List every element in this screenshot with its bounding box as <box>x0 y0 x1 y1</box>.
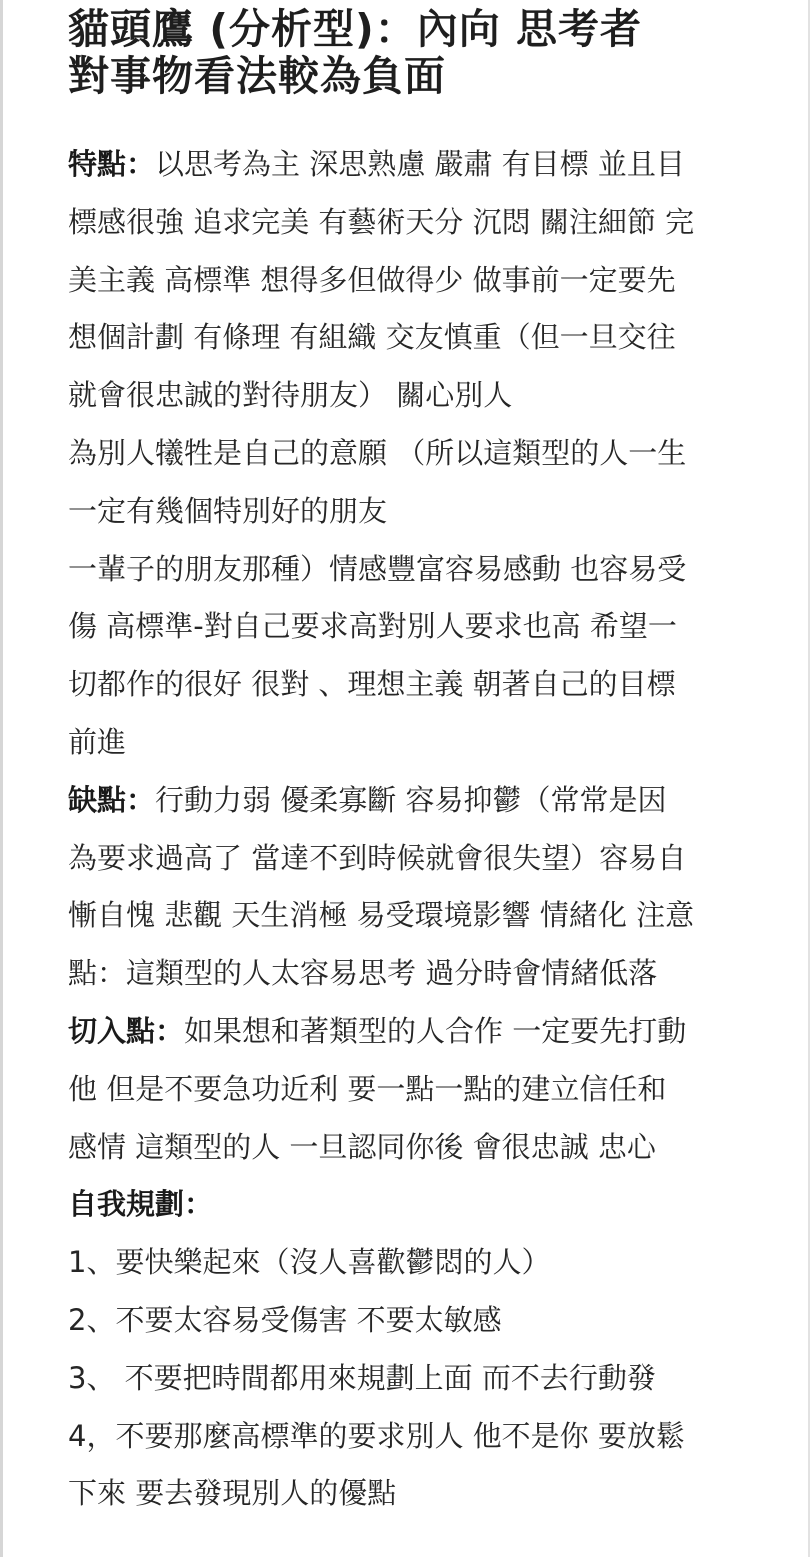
section-label-entry-point: 切入點： <box>68 1013 185 1048</box>
line-text: 感情 這類型的人 一旦認同你後 會很忠誠 忠心 <box>68 1129 656 1164</box>
text-line <box>68 1003 758 1061</box>
text-line <box>68 656 758 714</box>
text-line <box>68 252 758 310</box>
line-text: 慚自愧 悲觀 天生消極 易受環境影響 情緒化 注意 <box>68 898 695 933</box>
text-line <box>68 1176 758 1234</box>
left-border <box>0 0 3 1557</box>
list-item-text: 1、要快樂起來（沒人喜歡鬱悶的人） <box>68 1245 551 1280</box>
body-text <box>68 136 758 1523</box>
text-line <box>68 483 758 541</box>
text-line <box>68 830 758 888</box>
line-text: 美主義 高標準 想得多但做得少 做事前一定要先 <box>68 262 676 297</box>
text-line <box>68 136 758 194</box>
title-line-2: 對事物看法較為負面 <box>68 52 446 100</box>
list-item <box>68 1408 758 1466</box>
line-text: 標感很強 追求完美 有藝術天分 沉悶 關注細節 完 <box>68 204 695 239</box>
document-page <box>68 6 758 1523</box>
line-text: 為別人犧牲是自己的意願 （所以這類型的人一生 <box>68 435 687 470</box>
line-text: 以思考為主 深思熟慮 嚴肅 有目標 並且目 <box>155 147 685 181</box>
text-line <box>68 945 758 1003</box>
section-label-weaknesses: 缺點： <box>68 782 156 817</box>
text-line <box>68 309 758 367</box>
line-text: 如果想和著類型的人合作 一定要先打動 <box>184 1013 687 1048</box>
list-item <box>68 1292 758 1350</box>
line-text: 切都作的很好 很對 、理想主義 朝著自己的目標 <box>68 667 676 702</box>
line-text: 就會很忠誠的對待朋友） 關心別人 <box>68 378 513 413</box>
list-item-text: 2、不要太容易受傷害 不要太敏感 <box>68 1302 502 1337</box>
line-text: 為要求過高了 當達不到時候就會很失望）容易自 <box>68 840 687 875</box>
text-line <box>68 194 758 252</box>
text-line <box>68 1061 758 1119</box>
line-text: 一輩子的朋友那種）情感豐富容易感動 也容易受 <box>68 551 687 586</box>
text-line <box>68 598 758 656</box>
text-line <box>68 541 758 599</box>
line-text: 下來 要去發現別人的優點 <box>68 1476 397 1511</box>
line-text: 傷 高標準-對自己要求高對別人要求也高 希望一 <box>68 609 677 644</box>
list-item-text: 4，不要那麼高標準的要求別人 他不是你 要放鬆 <box>68 1418 685 1453</box>
text-line <box>68 887 758 945</box>
text-line <box>68 714 758 772</box>
page-title <box>68 6 758 100</box>
line-text: 前進 <box>68 724 127 759</box>
line-text: 想個計劃 有條理 有組織 交友慎重（但一旦交往 <box>68 320 676 355</box>
line-text: 行動力弱 優柔寡斷 容易抑鬱（常常是因 <box>155 782 667 817</box>
text-line <box>68 1119 758 1177</box>
text-line <box>68 772 758 830</box>
title-line-1: 貓頭鷹 (分析型)：內向 思考者 <box>68 5 643 53</box>
line-text: 他 但是不要急功近利 要一點一點的建立信任和 <box>68 1071 667 1106</box>
text-line <box>68 1465 758 1523</box>
list-item <box>68 1234 758 1292</box>
text-line <box>68 367 758 425</box>
section-label-self-planning: 自我規劃： <box>68 1187 214 1222</box>
section-label-features: 特點： <box>68 147 156 181</box>
text-line <box>68 425 758 483</box>
list-item <box>68 1350 758 1408</box>
line-text: 一定有幾個特別好的朋友 <box>68 493 388 528</box>
line-text: 點：這類型的人太容易思考 過分時會情緒低落 <box>68 956 658 991</box>
list-item-text: 3、 不要把時間都用來規劃上面 而不去行動發 <box>68 1360 656 1395</box>
